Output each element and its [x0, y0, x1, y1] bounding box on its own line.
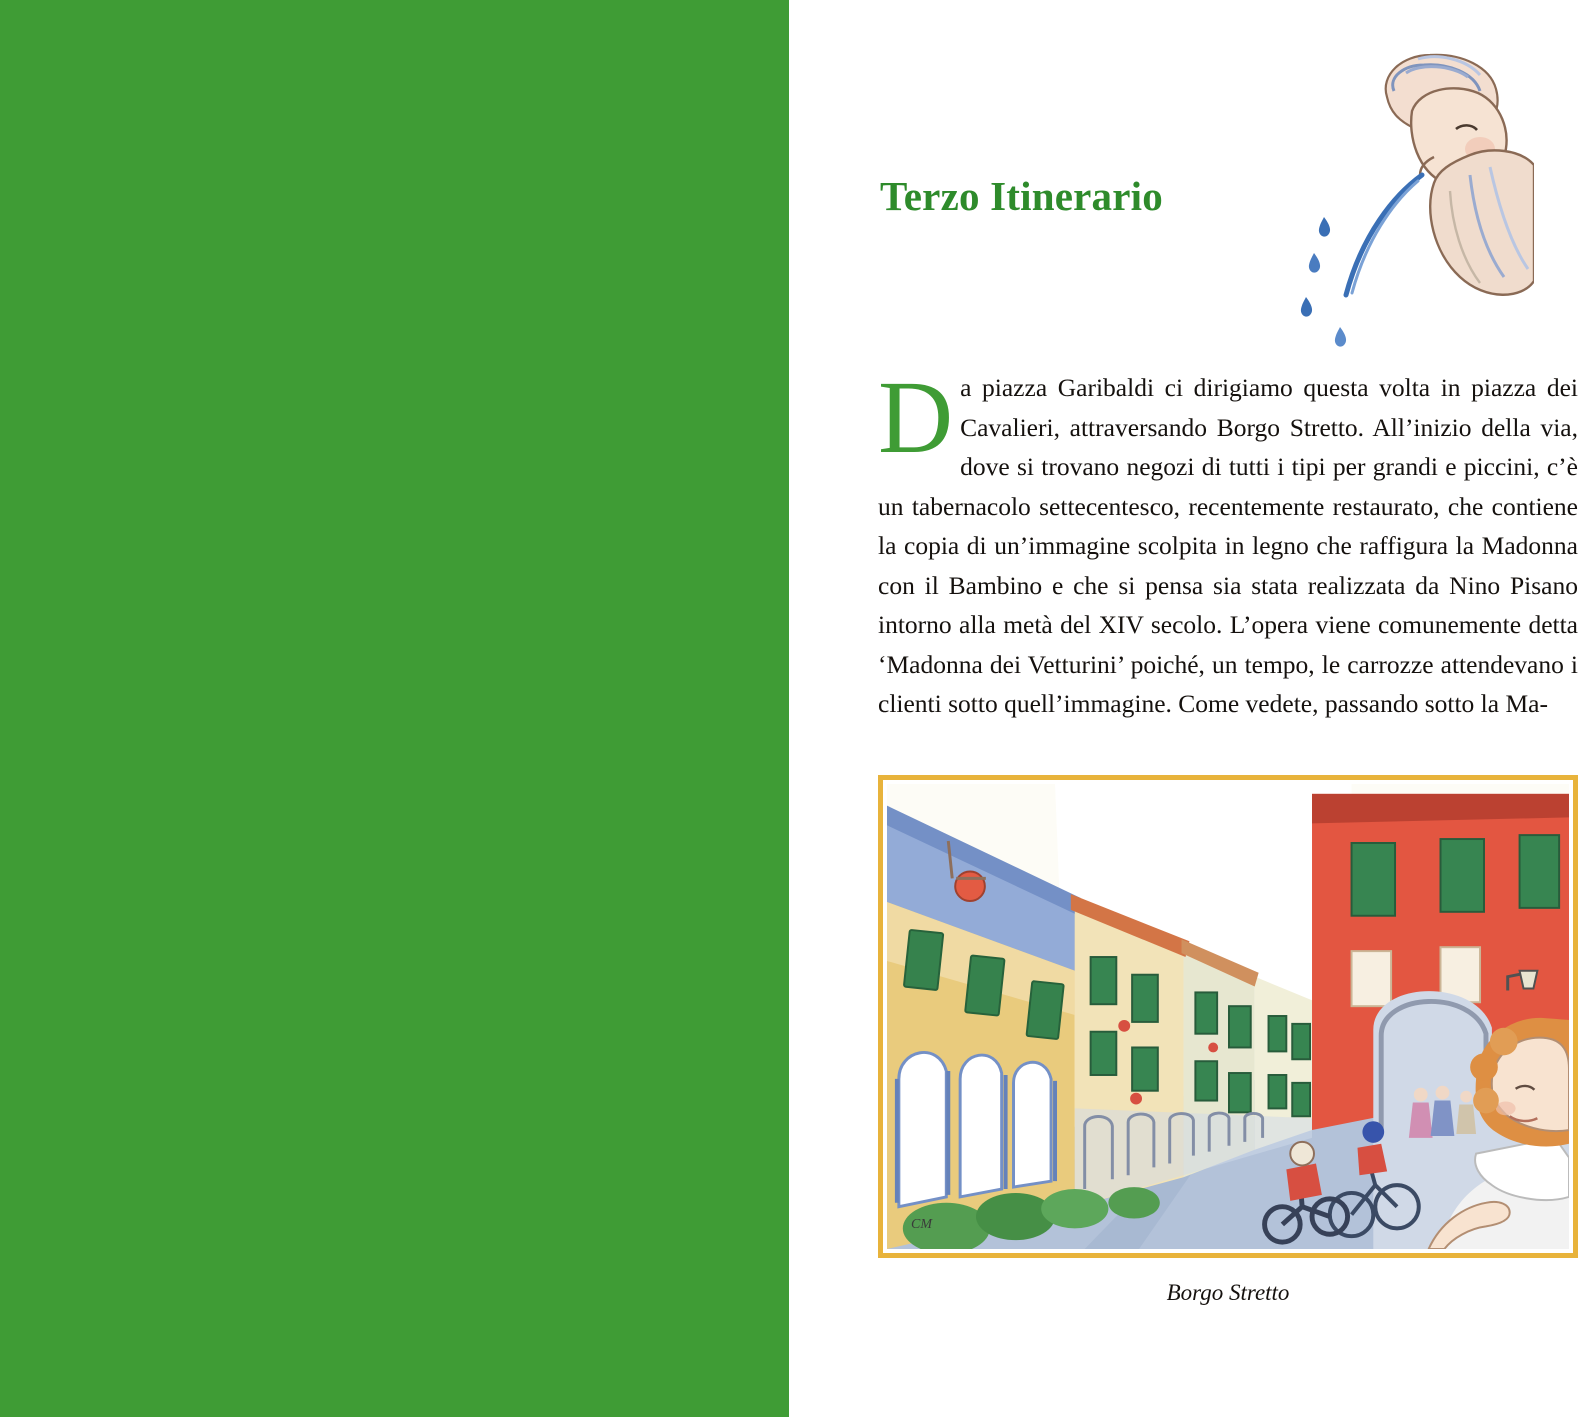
paragraph-text: a piazza Garibaldi ci dirigiamo questa volta in piazza dei Cavalieri, attraversando Borgo Stretto. All’inizio della via, dove si trovano negozi di tutti i tipi per grandi e piccini, c’è un tabernacolo settecentesco, recentemente restaurato, che contiene la copia di un’immagine scolpita in legno che raffigura la Madonna con il Bambino e che si pensa sia stata realizzata da Nino Pisano intorno alla metà del XIV secolo. L’opera viene comunemente detta ‘Madonna dei Vetturini’ poiché, un tempo, le carrozze attendevano i clienti sotto quell’immagine. Come vedete, passando sotto la Ma- [878, 373, 1578, 718]
left-green-panel [0, 0, 789, 1417]
artist-signature: CM [911, 1217, 932, 1232]
page-title: Terzo Itinerario [880, 173, 1163, 220]
right-content-page [805, 0, 1594, 1417]
figure-caption: Borgo Stretto [1166, 1280, 1290, 1305]
page-gutter [789, 0, 805, 1417]
drop-cap: D [878, 360, 954, 475]
illustration-image [887, 784, 1569, 1249]
body-paragraph [878, 360, 1578, 724]
illustration-frame [878, 775, 1578, 1258]
figure-block [878, 775, 1578, 1306]
putto-fountain-illustration [1284, 45, 1534, 365]
